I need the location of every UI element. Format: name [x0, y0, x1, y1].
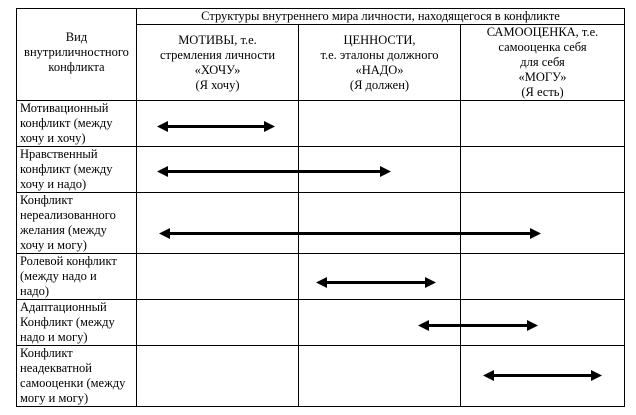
- double-arrow-icon: [157, 166, 391, 177]
- conflict-span-arrow: [316, 277, 436, 288]
- row-label-unrealized-desire: Конфликт нереализованного желания (между хочу и могу): [20, 193, 116, 252]
- group-header: Структуры внутреннего мира личности, находящегося в конфликте: [201, 9, 560, 23]
- row-label-role: Ролевой конфликт (между надо и надо): [20, 254, 117, 298]
- row-label-moral: Нравственный конфликт (между хочу и надо): [20, 147, 113, 191]
- conflict-span-arrow: [483, 370, 602, 381]
- column-header-motives: МОТИВЫ, т.е. стремления личности «ХОЧУ» (Я хочу): [159, 33, 276, 92]
- conflict-span-arrow: [157, 166, 391, 177]
- conflict-table: [16, 8, 625, 407]
- table-border-bottom: [16, 406, 625, 407]
- row-label-motivational: Мотивационный конфликт (между хочу и хочу): [20, 101, 113, 145]
- double-arrow-icon: [159, 228, 541, 239]
- conflict-span-arrow: [157, 121, 275, 132]
- double-arrow-icon: [483, 370, 602, 381]
- conflict-span-arrow: [418, 320, 538, 331]
- column-header-values: ЦЕННОСТИ, т.е. эталоны должного «НАДО» (Я должен): [320, 33, 439, 92]
- column-header-self-esteem: САМООЦЕНКА, т.е. самооценка себя для себя «МОГУ» (Я есть): [486, 25, 599, 99]
- row-label-adaptation: Адаптационный Конфликт (между надо и могу): [20, 300, 115, 344]
- table-border-right: [624, 8, 625, 407]
- conflict-span-arrow: [159, 228, 541, 239]
- double-arrow-icon: [316, 277, 436, 288]
- row-label-inadequate-self-esteem: Конфликт неадекватной самооценки (между могу и могу): [20, 346, 126, 405]
- double-arrow-icon: [418, 320, 538, 331]
- double-arrow-icon: [157, 121, 275, 132]
- corner-header: Вид внутриличностного конфликта: [24, 30, 129, 74]
